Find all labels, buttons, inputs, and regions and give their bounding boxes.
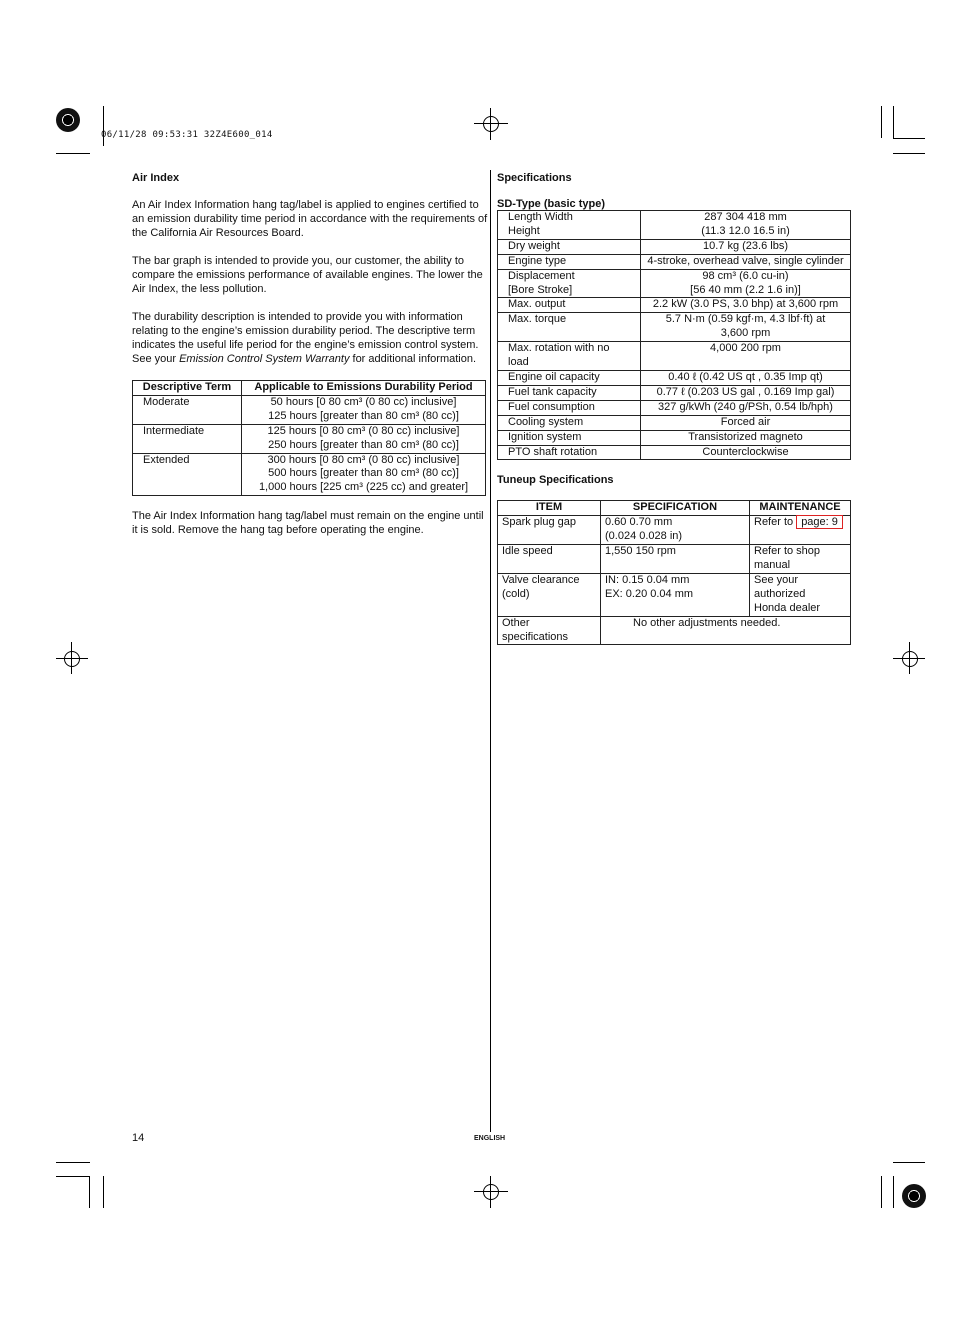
table-row [498, 239, 851, 254]
table-row [498, 370, 851, 385]
spec-label-cell: Ignition system [498, 430, 641, 445]
spec-value-cell: 4-stroke, overhead valve, single cylinder [641, 254, 851, 269]
table-cell: Extended [133, 453, 242, 496]
paragraph: The bar graph is intended to provide you, our customer, the ability to compare the emissions performance of available engines. The lower the Air Index, the less pollution. [132, 255, 483, 295]
table-header: Applicable to Emissions Durability Period [242, 381, 486, 396]
air-index-section [132, 172, 488, 537]
table-cell: See your authorized Honda dealer [750, 573, 851, 616]
table-header: ITEM [498, 501, 601, 516]
air-index-text [132, 198, 488, 366]
italic-reference: Emission Control System Warranty [179, 353, 350, 365]
crosshair-icon [64, 651, 80, 667]
crosshair-icon [483, 116, 499, 132]
page-number: 14 [132, 1132, 145, 1144]
registration-target-icon [56, 108, 80, 132]
spec-value-cell: 287 304 418 mm (11.3 12.0 16.5 in) [641, 211, 851, 240]
table-cell: Refer to shop manual [750, 545, 851, 574]
print-stamp: 06/11/28 09:53:31 32Z4E600_014 [101, 130, 273, 140]
spec-value-cell: 2.2 kW (3.0 PS, 3.0 bhp) at 3,600 rpm [641, 298, 851, 313]
spec-label-cell: Dry weight [498, 239, 641, 254]
spec-label-cell: Max. torque [498, 313, 641, 342]
paragraph: An Air Index Information hang tag/label is applied to engines certified to an emission durability time period in accordance with the requirements of the California Air Resources Board. [132, 199, 488, 239]
spec-label-cell: Max. output [498, 298, 641, 313]
table-header: MAINTENANCE [750, 501, 851, 516]
table-row [498, 385, 851, 400]
crosshair-icon [483, 1184, 499, 1200]
table-row [498, 445, 851, 460]
table-cell: 300 hours [0 80 cm³ (0 80 cc) inclusive] 500 hours [greater than 80 cm³ (80 cc)] 1,000 hours [225 cm³ (225 cc) and greater] [242, 453, 486, 496]
tuneup-table [497, 500, 851, 645]
table-row [133, 453, 486, 496]
table-row [498, 545, 851, 574]
section-subtitle: SD-Type (basic type) [497, 198, 605, 210]
table-cell: 0.60 0.70 mm (0.024 0.028 in) [601, 516, 750, 545]
spec-label-cell: Displacement [Bore Stroke] [498, 269, 641, 298]
spec-value-cell: Forced air [641, 415, 851, 430]
spec-label-cell: PTO shaft rotation [498, 445, 641, 460]
table-row [498, 269, 851, 298]
language-label: ENGLISH [474, 1135, 506, 1142]
table-cell: Spark plug gap [498, 516, 601, 545]
paragraph: The durability description is intended to provide you with information relating to the engine’s emission durability period. The descriptive term indicates the useful life period for the engine’s emission control system. See your Emission Control System Warranty for additional information. [132, 311, 479, 365]
spec-value-cell: 5.7 N·m (0.59 kgf·m, 4.3 lbf·ft) at 3,600 rpm [641, 313, 851, 342]
column-divider [490, 170, 491, 1132]
table-cell: Other specifications [498, 616, 601, 645]
table-row [498, 313, 851, 342]
table-header: Descriptive Term [133, 381, 242, 396]
table-cell: Moderate [133, 395, 242, 424]
spec-value-cell: Counterclockwise [641, 445, 851, 460]
section-title: Specifications [497, 172, 572, 184]
table-row [498, 415, 851, 430]
table-row [498, 254, 851, 269]
spec-label-cell: Fuel tank capacity [498, 385, 641, 400]
spec-value-cell: Transistorized magneto [641, 430, 851, 445]
page-link[interactable]: page: 9 [796, 515, 843, 529]
spec-value-cell: 0.40 ℓ (0.42 US qt , 0.35 Imp qt) [641, 370, 851, 385]
table-cell: Refer to page: 9 [750, 516, 851, 545]
table-row [498, 342, 851, 371]
table-row [133, 424, 486, 453]
table-row [498, 573, 851, 616]
durability-table [132, 380, 486, 496]
table-cell: Idle speed [498, 545, 601, 574]
spec-value-cell: 4,000 200 rpm [641, 342, 851, 371]
table-row [498, 516, 851, 545]
spec-label-cell: Engine type [498, 254, 641, 269]
table-row [498, 298, 851, 313]
specifications-section [497, 172, 851, 645]
table-cell: Valve clearance (cold) [498, 573, 601, 616]
spec-label-cell: Engine oil capacity [498, 370, 641, 385]
spec-table [497, 210, 851, 460]
spec-label-cell: Fuel consumption [498, 400, 641, 415]
spec-label-cell: Cooling system [498, 415, 641, 430]
table-row [498, 616, 851, 645]
section-title: Tuneup Specifications [497, 474, 614, 487]
table-cell: No other adjustments needed. [601, 616, 851, 645]
spec-label-cell: Max. rotation with no load [498, 342, 641, 371]
table-cell: 50 hours [0 80 cm³ (0 80 cc) inclusive] 125 hours [greater than 80 cm³ (80 cc)] [242, 395, 486, 424]
spec-value-cell: 10.7 kg (23.6 lbs) [641, 239, 851, 254]
registration-target-icon [902, 1184, 926, 1208]
table-row [498, 430, 851, 445]
section-title: Air Index [132, 172, 180, 184]
table-header: SPECIFICATION [601, 501, 750, 516]
spec-value-cell: 98 cm³ (6.0 cu-in) [56 40 mm (2.2 1.6 in)] [641, 269, 851, 298]
paragraph: The Air Index Information hang tag/label must remain on the engine until it is sold. Remove the hang tag before operating the engine. [132, 510, 484, 537]
table-row [498, 400, 851, 415]
spec-value-cell: 0.77 ℓ (0.203 US gal , 0.169 Imp gal) [641, 385, 851, 400]
table-cell: 1,550 150 rpm [601, 545, 750, 574]
spec-value-cell: 327 g/kWh (240 g/PSh, 0.54 lb/hph) [641, 400, 851, 415]
table-row [498, 211, 851, 240]
spec-label-cell: Length Width Height [498, 211, 641, 240]
crosshair-icon [902, 651, 918, 667]
table-row [133, 395, 486, 424]
table-cell: IN: 0.15 0.04 mm EX: 0.20 0.04 mm [601, 573, 750, 616]
table-cell: 125 hours [0 80 cm³ (0 80 cc) inclusive] 250 hours [greater than 80 cm³ (80 cc)] [242, 424, 486, 453]
table-cell: Intermediate [133, 424, 242, 453]
